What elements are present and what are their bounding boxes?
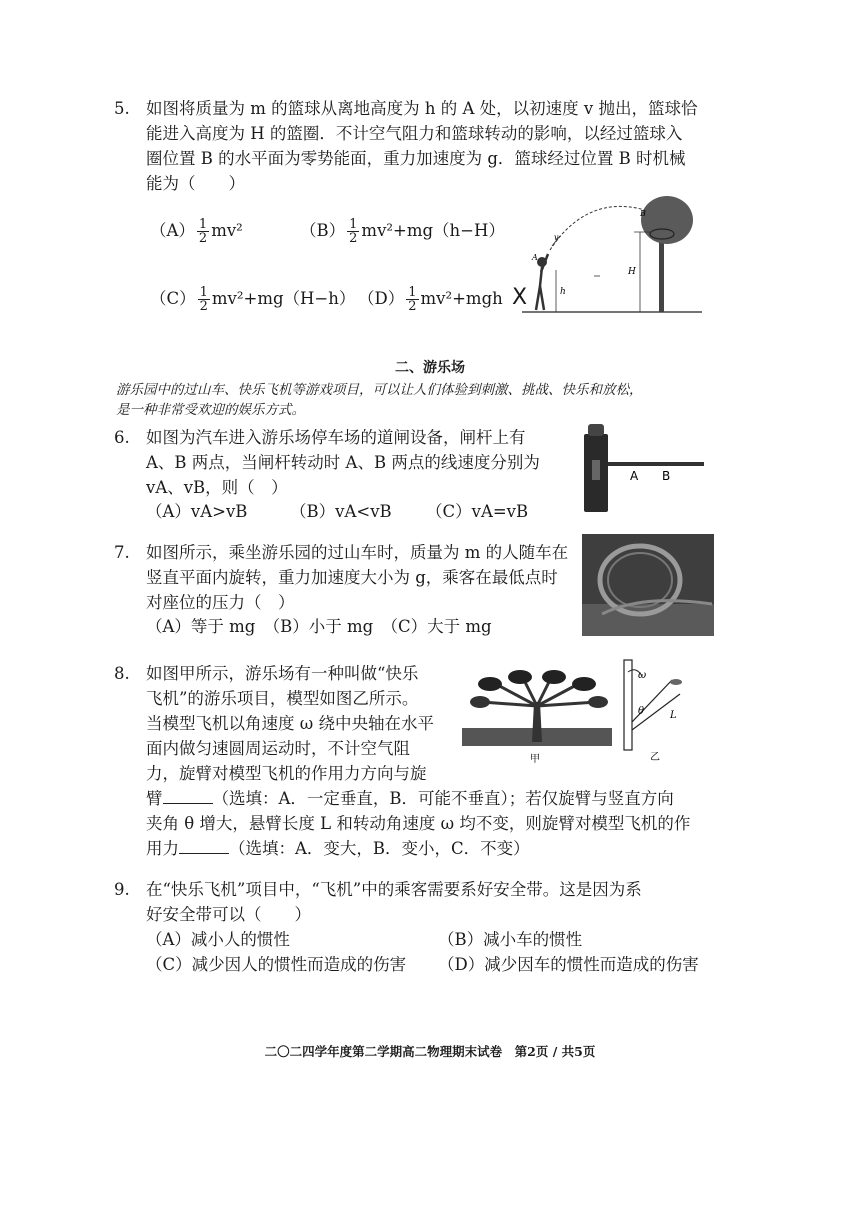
q9-option-d: （D）减少因车的惯性而造成的伤害 bbox=[438, 955, 699, 974]
fraction-half: $\frac{1}{2}$ bbox=[198, 217, 208, 246]
page-footer: 二〇二四学年度第二学期高二物理期末试卷 第2页 / 共5页 bbox=[264, 1044, 596, 1059]
q8-figure-jia-photo bbox=[462, 662, 612, 765]
q5-option-b-label: （B） bbox=[300, 221, 346, 240]
fraction-half: $\frac{1}{2}$ bbox=[408, 285, 417, 314]
q8-stem-line-5: 力，旋臂对模型飞机的作用力方向与旋 bbox=[146, 764, 427, 783]
q5-option-a-label: （A） bbox=[150, 221, 195, 240]
q9-stem-line-1: 在“快乐飞机”项目中，“飞机”中的乘客需要系好安全带。这是因为系 bbox=[146, 880, 642, 899]
q8-stem-line-1: 如图甲所示，游乐场有一种叫做“快乐 bbox=[146, 664, 419, 683]
q5-option-c-label: （C） bbox=[150, 289, 196, 308]
fraction-half: $\frac{1}{2}$ bbox=[199, 285, 208, 314]
q8-stem-line-4: 面内做匀速圆周运动时，不计空气阻 bbox=[146, 739, 410, 758]
q6-barrier-gate-figure bbox=[578, 420, 708, 515]
q5-option-c-text: mv²+mg（H−h） bbox=[211, 289, 356, 308]
fig-label-b: B bbox=[640, 209, 646, 218]
q6-option-a: （A）vA>vB bbox=[146, 502, 248, 521]
q8-stem-line-6: 臂 （选填：A．一定垂直，B．可能不垂直）；若仅旋臂与竖直方向 bbox=[146, 789, 674, 808]
fig-label-h-small: h bbox=[560, 287, 566, 297]
fig-label-omega: ω bbox=[638, 670, 647, 681]
section-intro-line-1: 游乐园中的过山车、快乐飞机等游戏项目，可以让人们体验到刺激、挑战、快乐和放松， bbox=[116, 382, 643, 398]
q6-option-c: （C）vA=vB bbox=[426, 502, 529, 521]
fig-point-b: B bbox=[662, 469, 671, 483]
fig-point-a: A bbox=[630, 469, 639, 483]
q5-option-d-text: mv²+mgh bbox=[420, 289, 503, 308]
section-intro-line-2: 是一种非常受欢迎的娱乐方式。 bbox=[116, 402, 305, 418]
q6-stem-line-1: 如图为汽车进入游乐场停车场的道闸设备，闸杆上有 bbox=[146, 428, 526, 447]
q5-option-a bbox=[150, 218, 243, 245]
handwritten-x-mark: X bbox=[512, 285, 528, 310]
q5-number: 5. bbox=[114, 99, 130, 118]
q8-number: 8. bbox=[114, 664, 130, 683]
q9-stem-line-2: 好安全带可以（ ） bbox=[146, 905, 311, 924]
q6-stem-line-3: vA、vB，则（ ） bbox=[146, 478, 288, 497]
section-title: 二、游乐场 bbox=[395, 360, 465, 376]
q5-option-b bbox=[300, 218, 505, 245]
q5-option-d bbox=[358, 286, 527, 313]
q5-option-a-text: mv² bbox=[211, 221, 243, 240]
q8-stem-line-3: 当模型飞机以角速度 ω 绕中央轴在水平 bbox=[146, 714, 434, 733]
fig-label-theta: θ bbox=[638, 706, 645, 717]
q5-stem-line-4: 能为（ ） bbox=[146, 174, 245, 193]
q5-stem-line-3: 圈位置 B 的水平面为零势能面，重力加速度为 g．篮球经过位置 B 时机械 bbox=[146, 149, 686, 168]
q7-number: 7. bbox=[114, 543, 130, 562]
q6-number: 6. bbox=[114, 428, 130, 447]
answer-blank[interactable] bbox=[163, 789, 213, 804]
fig-label-v: v bbox=[554, 233, 559, 242]
fig-label-l: L bbox=[670, 710, 677, 721]
q9-number: 9. bbox=[114, 880, 130, 899]
q9-option-a: （A）减小人的惯性 bbox=[146, 930, 290, 949]
q7-stem-line-3: 对座位的压力（ ） bbox=[146, 593, 295, 612]
q8-stem-line-7: 夹角 θ 增大，悬臂长度 L 和转动角速度 ω 均不变，则旋臂对模型飞机的作 bbox=[146, 814, 691, 833]
q6-stem-line-2: A、B 两点，当闸杆转动时 A、B 两点的线速度分别为 bbox=[146, 453, 540, 472]
q5-option-d-label: （D） bbox=[358, 289, 405, 308]
fraction-half: $\frac{1}{2}$ bbox=[349, 217, 358, 246]
q7-options: （A）等于 mg （B）小于 mg （C）大于 mg bbox=[146, 617, 492, 636]
q7-stem-line-1: 如图所示，乘坐游乐园的过山车时，质量为 m 的人随车在 bbox=[146, 543, 569, 562]
q5-stem-line-1: 如图将质量为 m 的篮球从离地高度为 h 的 A 处，以初速度 v 抛出，篮球恰 bbox=[146, 99, 698, 118]
fig-label-jia: 甲 bbox=[530, 754, 540, 765]
answer-blank[interactable] bbox=[179, 839, 229, 854]
q5-option-c bbox=[150, 286, 355, 313]
q7-stem-line-2: 竖直平面内旋转，重力加速度大小为 g，乘客在最低点时 bbox=[146, 568, 558, 587]
q8-figure-yi-model bbox=[622, 660, 692, 763]
q5-basketball-figure bbox=[522, 196, 722, 316]
fig-label-yi: 乙 bbox=[650, 752, 660, 763]
q8-stem-line-2: 飞机”的游乐项目，模型如图乙所示。 bbox=[146, 689, 419, 708]
q5-option-b-text: mv²+mg（h−H） bbox=[361, 221, 505, 240]
q7-roller-coaster-photo bbox=[582, 534, 714, 636]
q9-option-c: （C）减少因人的惯性而造成的伤害 bbox=[146, 955, 407, 974]
fig-label-a: A bbox=[532, 253, 538, 262]
q6-option-b: （B）vA<vB bbox=[290, 502, 392, 521]
q5-stem-line-2: 能进入高度为 H 的篮圈．不计空气阻力和篮球转动的影响，以经过篮球入 bbox=[146, 124, 683, 143]
q9-option-b: （B）减小车的惯性 bbox=[438, 930, 583, 949]
fig-label-h-big: H bbox=[628, 267, 636, 277]
q8-stem-line-8: 用力 （选填：A．变大，B．变小，C．不变） bbox=[146, 839, 530, 858]
